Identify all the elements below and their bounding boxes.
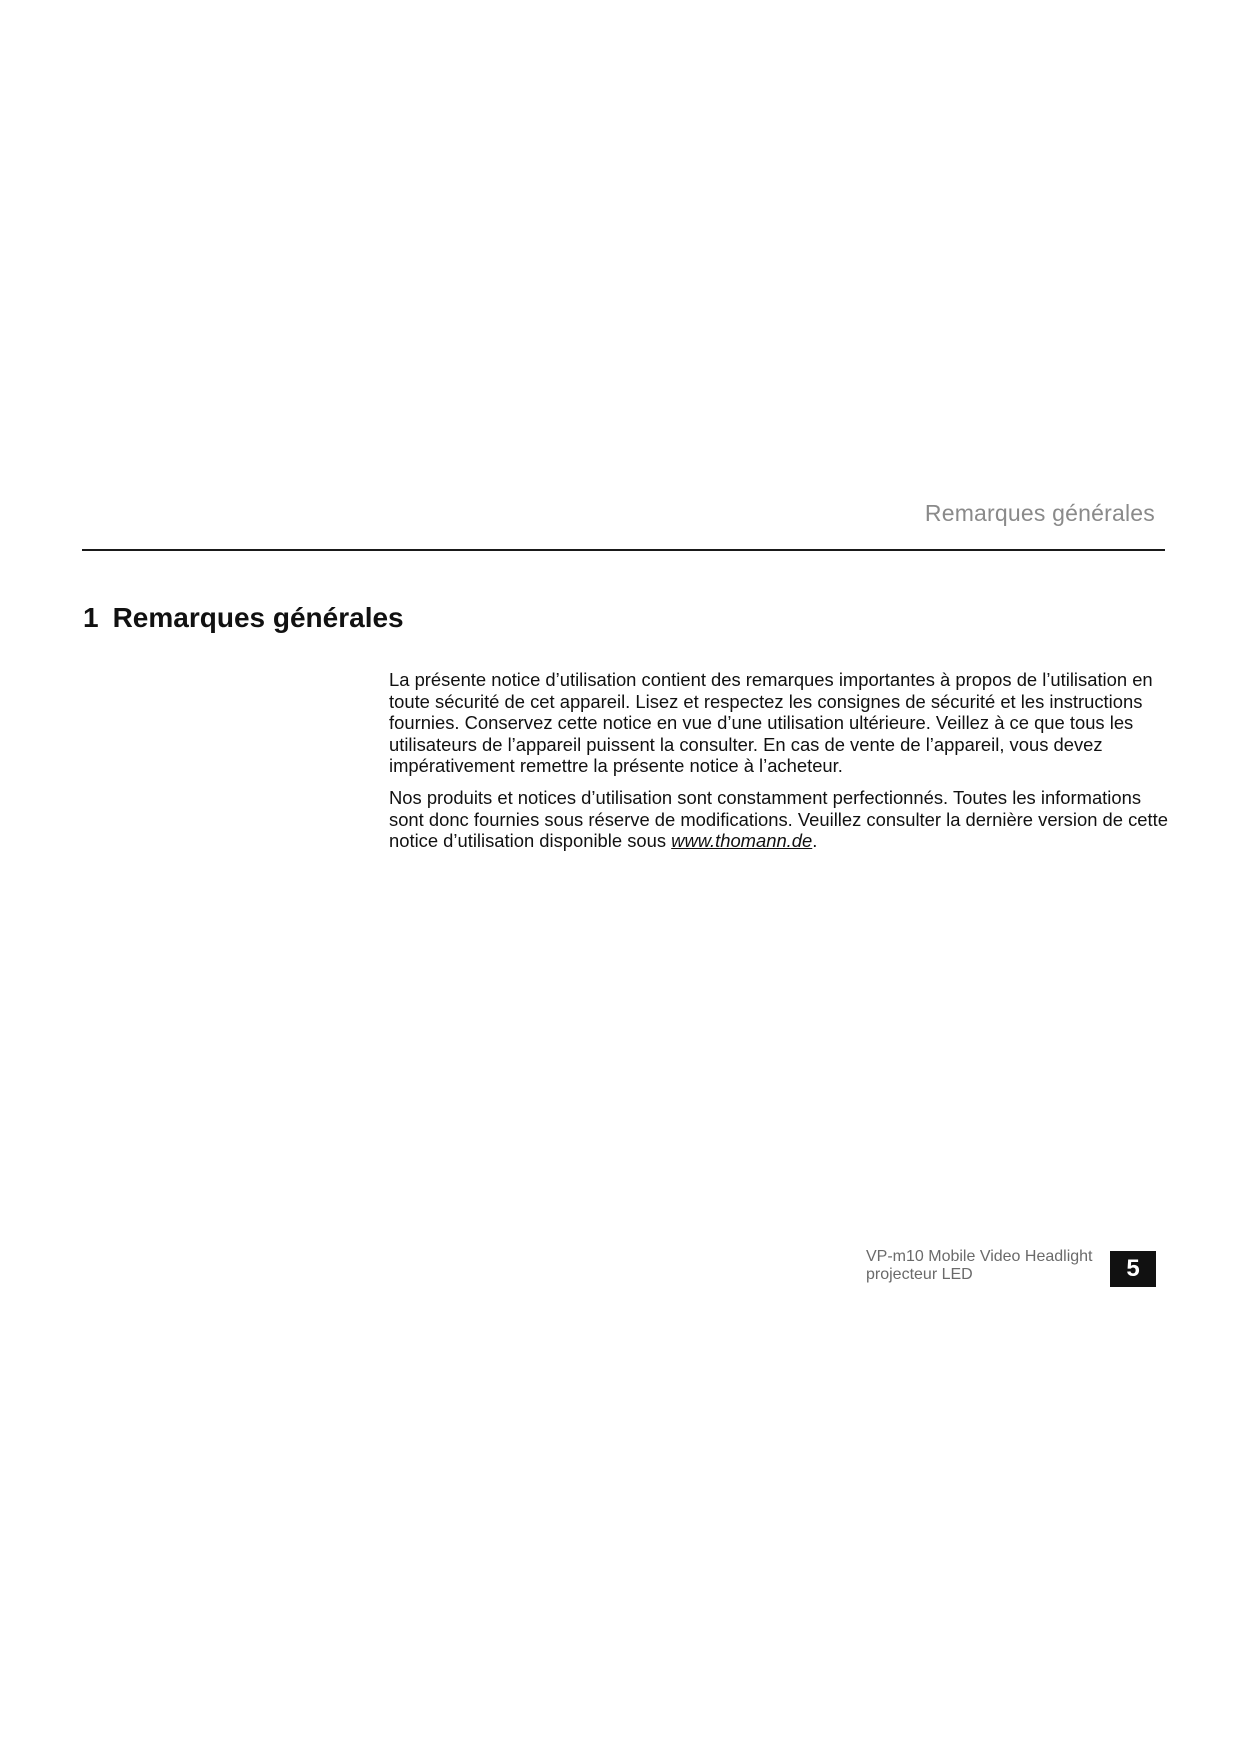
thomann-link[interactable]: www.thomann.de xyxy=(671,830,813,852)
section-number: 1 xyxy=(83,602,99,633)
page-number-badge: 5 xyxy=(1110,1251,1156,1287)
paragraph-updates-text: Nos produits et notices d’utilisation sont constamment perfectionnés. Toutes les informations sont donc fournies sous réserve de modifications. Veuillez consulter la dernière version de cette notice d’utilisation disponible sous xyxy=(389,786,1168,852)
paragraph-safety-notice: La présente notice d’utilisation contient des remarques importantes à propos de l’utilisation en toute sécurité de cet appareil. Lisez et respectez les consignes de sécurité et les instructions fournies. Conservez cette notice en vue d’une utilisation ultérieure. Veillez à ce que tous les utilisateurs de l’appareil puissent la consulter. En cas de vente de l’appareil, vous devez impérativement remettre la présente notice à l’acheteur. xyxy=(389,669,1153,777)
section-title: Remarques générales xyxy=(112,602,404,633)
footer-product-line-1: VP-m10 Mobile Video Headlight xyxy=(866,1248,1093,1265)
running-header-title: Remarques générales xyxy=(924,500,1155,526)
header-divider xyxy=(82,549,1165,551)
section-body xyxy=(389,669,1169,862)
paragraph-updates-end: . xyxy=(812,830,818,852)
paragraph-updates-notice xyxy=(389,787,1169,852)
footer-product-name xyxy=(866,1248,1093,1284)
footer-product-line-2: projecteur LED xyxy=(866,1266,973,1283)
section-heading xyxy=(83,602,404,634)
